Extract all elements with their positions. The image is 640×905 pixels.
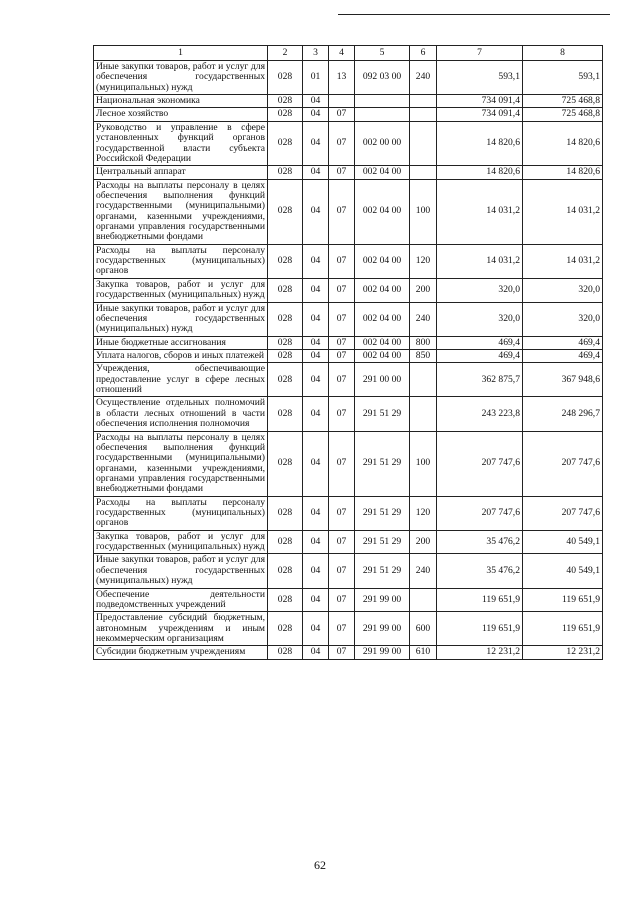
subsection-code-cell: 07 [329,244,355,278]
section-code-cell: 04 [303,278,329,302]
amount-year1-cell: 243 223,8 [437,397,523,431]
expense-name-cell: Расходы на выплаты персоналу государственных (муниципальных) органов [94,496,268,530]
section-code-cell: 04 [303,530,329,554]
expense-type-cell [410,166,437,179]
section-code-cell: 04 [303,95,329,108]
amount-year2-cell: 725 468,8 [523,108,603,121]
target-article-cell: 002 04 00 [355,278,410,302]
expense-name-cell: Национальная экономика [94,95,268,108]
amount-year2-cell: 119 651,9 [523,612,603,646]
expense-type-cell: 600 [410,612,437,646]
column-header: 5 [355,46,410,61]
target-article-cell: 291 99 00 [355,612,410,646]
ministry-code-cell: 028 [268,302,303,336]
table-row [94,179,603,244]
target-article-cell: 002 04 00 [355,349,410,362]
amount-year2-cell: 207 747,6 [523,431,603,496]
column-header: 8 [523,46,603,61]
subsection-code-cell: 07 [329,166,355,179]
table-row [94,108,603,121]
expense-name-cell: Обеспечение деятельности подведомственных учреждений [94,588,268,612]
target-article-cell: 291 51 29 [355,397,410,431]
expense-name-cell: Иные закупки товаров, работ и услуг для обеспечения государственных (муниципальных) нужд [94,61,268,95]
expense-name-cell: Уплата налогов, сборов и иных платежей [94,349,268,362]
amount-year1-cell: 734 091,4 [437,108,523,121]
table-row [94,530,603,554]
section-code-cell: 04 [303,349,329,362]
amount-year2-cell: 40 549,1 [523,554,603,588]
ministry-code-cell: 028 [268,397,303,431]
amount-year1-cell: 14 031,2 [437,244,523,278]
amount-year2-cell: 207 747,6 [523,496,603,530]
column-header: 7 [437,46,523,61]
column-header: 4 [329,46,355,61]
subsection-code-cell: 07 [329,496,355,530]
table-row [94,166,603,179]
ministry-code-cell: 028 [268,278,303,302]
expense-name-cell: Закупка товаров, работ и услуг для государственных (муниципальных) нужд [94,278,268,302]
section-code-cell: 04 [303,363,329,397]
table-row [94,121,603,165]
target-article-cell: 002 04 00 [355,336,410,349]
subsection-code-cell: 07 [329,530,355,554]
expense-name-cell: Субсидии бюджетным учреждениям [94,646,268,659]
expense-type-cell [410,95,437,108]
target-article-cell: 291 99 00 [355,646,410,659]
amount-year1-cell: 362 875,7 [437,363,523,397]
amount-year1-cell: 12 231,2 [437,646,523,659]
expense-type-cell: 100 [410,179,437,244]
subsection-code-cell: 07 [329,278,355,302]
target-article-cell: 291 00 00 [355,363,410,397]
subsection-code-cell: 07 [329,108,355,121]
target-article-cell: 002 04 00 [355,244,410,278]
top-rule [338,14,610,15]
section-code-cell: 01 [303,61,329,95]
table-row [94,588,603,612]
expense-name-cell: Иные бюджетные ассигнования [94,336,268,349]
ministry-code-cell: 028 [268,363,303,397]
amount-year2-cell: 320,0 [523,302,603,336]
subsection-code-cell: 07 [329,612,355,646]
ministry-code-cell: 028 [268,646,303,659]
amount-year1-cell: 320,0 [437,302,523,336]
subsection-code-cell: 07 [329,397,355,431]
budget-table [93,45,603,660]
target-article-cell: 002 00 00 [355,121,410,165]
expense-type-cell [410,363,437,397]
expense-type-cell: 120 [410,244,437,278]
expense-type-cell [410,108,437,121]
expense-name-cell: Расходы на выплаты персоналу в целях обеспечения выполнения функций государственными (муниципальными) органами, казенными учреждениями, органами управления государственными внебюджетными фондами [94,179,268,244]
column-header: 1 [94,46,268,61]
table-row [94,336,603,349]
section-code-cell: 04 [303,108,329,121]
amount-year2-cell: 40 549,1 [523,530,603,554]
amount-year1-cell: 14 820,6 [437,166,523,179]
expense-name-cell: Осуществление отдельных полномочий в области лесных отношений в части обеспечения исполнения полномочия [94,397,268,431]
table-row [94,496,603,530]
header-row [94,46,603,61]
table-row [94,302,603,336]
subsection-code-cell: 07 [329,302,355,336]
target-article-cell [355,95,410,108]
target-article-cell [355,108,410,121]
amount-year1-cell: 734 091,4 [437,95,523,108]
table-row [94,61,603,95]
column-header: 2 [268,46,303,61]
ministry-code-cell: 028 [268,95,303,108]
amount-year2-cell: 367 948,6 [523,363,603,397]
section-code-cell: 04 [303,431,329,496]
target-article-cell: 291 99 00 [355,588,410,612]
expense-type-cell: 200 [410,278,437,302]
amount-year1-cell: 35 476,2 [437,554,523,588]
expense-type-cell [410,397,437,431]
amount-year1-cell: 119 651,9 [437,612,523,646]
amount-year1-cell: 469,4 [437,349,523,362]
target-article-cell: 092 03 00 [355,61,410,95]
section-code-cell: 04 [303,179,329,244]
expense-type-cell: 200 [410,530,437,554]
section-code-cell: 04 [303,336,329,349]
expense-type-cell: 610 [410,646,437,659]
expense-type-cell: 240 [410,61,437,95]
subsection-code-cell: 07 [329,336,355,349]
section-code-cell: 04 [303,646,329,659]
amount-year1-cell: 14 820,6 [437,121,523,165]
section-code-cell: 04 [303,612,329,646]
target-article-cell: 002 04 00 [355,302,410,336]
expense-type-cell: 850 [410,349,437,362]
expense-name-cell: Расходы на выплаты персоналу в целях обеспечения выполнения функций государственными (муниципальными) органами, казенными учреждениями, органами управления государственными внебюджетными фондами [94,431,268,496]
amount-year1-cell: 593,1 [437,61,523,95]
ministry-code-cell: 028 [268,530,303,554]
ministry-code-cell: 028 [268,61,303,95]
amount-year1-cell: 469,4 [437,336,523,349]
amount-year1-cell: 207 747,6 [437,431,523,496]
table-row [94,554,603,588]
section-code-cell: 04 [303,121,329,165]
amount-year2-cell: 469,4 [523,349,603,362]
expense-type-cell: 100 [410,431,437,496]
section-code-cell: 04 [303,302,329,336]
target-article-cell: 291 51 29 [355,530,410,554]
amount-year2-cell: 119 651,9 [523,588,603,612]
amount-year2-cell: 469,4 [523,336,603,349]
table-body [94,61,603,660]
expense-type-cell [410,121,437,165]
subsection-code-cell: 07 [329,588,355,612]
expense-name-cell: Расходы на выплаты персоналу государственных (муниципальных) органов [94,244,268,278]
column-header: 6 [410,46,437,61]
amount-year1-cell: 35 476,2 [437,530,523,554]
amount-year2-cell: 593,1 [523,61,603,95]
amount-year2-cell: 248 296,7 [523,397,603,431]
amount-year2-cell: 14 031,2 [523,244,603,278]
expense-type-cell [410,588,437,612]
subsection-code-cell: 07 [329,121,355,165]
amount-year2-cell: 14 031,2 [523,179,603,244]
amount-year2-cell: 725 468,8 [523,95,603,108]
table-row [94,646,603,659]
expense-name-cell: Закупка товаров, работ и услуг для государственных (муниципальных) нужд [94,530,268,554]
amount-year1-cell: 119 651,9 [437,588,523,612]
amount-year1-cell: 14 031,2 [437,179,523,244]
section-code-cell: 04 [303,588,329,612]
target-article-cell: 291 51 29 [355,554,410,588]
section-code-cell: 04 [303,496,329,530]
table-row [94,612,603,646]
subsection-code-cell [329,95,355,108]
table-row [94,244,603,278]
table-row [94,397,603,431]
subsection-code-cell: 13 [329,61,355,95]
expense-name-cell: Иные закупки товаров, работ и услуг для обеспечения государственных (муниципальных) нужд [94,302,268,336]
expense-name-cell: Предоставление субсидий бюджетным, автономным учреждениям и иным некоммерческим организациям [94,612,268,646]
expense-name-cell: Иные закупки товаров, работ и услуг для обеспечения государственных (муниципальных) нужд [94,554,268,588]
target-article-cell: 291 51 29 [355,431,410,496]
subsection-code-cell: 07 [329,349,355,362]
target-article-cell: 002 04 00 [355,166,410,179]
ministry-code-cell: 028 [268,554,303,588]
column-header: 3 [303,46,329,61]
ministry-code-cell: 028 [268,179,303,244]
amount-year1-cell: 320,0 [437,278,523,302]
expense-name-cell: Лесное хозяйство [94,108,268,121]
table-row [94,349,603,362]
table-row [94,363,603,397]
section-code-cell: 04 [303,397,329,431]
subsection-code-cell: 07 [329,363,355,397]
table-row [94,431,603,496]
amount-year2-cell: 14 820,6 [523,121,603,165]
target-article-cell: 002 04 00 [355,179,410,244]
ministry-code-cell: 028 [268,166,303,179]
expense-type-cell: 120 [410,496,437,530]
target-article-cell: 291 51 29 [355,496,410,530]
expense-type-cell: 240 [410,554,437,588]
expense-name-cell: Центральный аппарат [94,166,268,179]
subsection-code-cell: 07 [329,554,355,588]
ministry-code-cell: 028 [268,244,303,278]
ministry-code-cell: 028 [268,588,303,612]
expense-type-cell: 240 [410,302,437,336]
amount-year2-cell: 14 820,6 [523,166,603,179]
ministry-code-cell: 028 [268,121,303,165]
amount-year1-cell: 207 747,6 [437,496,523,530]
page-number: 62 [314,858,326,872]
expense-name-cell: Руководство и управление в сфере установленных функций органов государственной власти субъекта Российской Федерации [94,121,268,165]
ministry-code-cell: 028 [268,336,303,349]
amount-year2-cell: 320,0 [523,278,603,302]
ministry-code-cell: 028 [268,431,303,496]
table-row [94,278,603,302]
amount-year2-cell: 12 231,2 [523,646,603,659]
table-row [94,95,603,108]
section-code-cell: 04 [303,554,329,588]
subsection-code-cell: 07 [329,646,355,659]
ministry-code-cell: 028 [268,108,303,121]
expense-name-cell: Учреждения, обеспечивающие предоставление услуг в сфере лесных отношений [94,363,268,397]
ministry-code-cell: 028 [268,496,303,530]
subsection-code-cell: 07 [329,431,355,496]
expense-type-cell: 800 [410,336,437,349]
ministry-code-cell: 028 [268,349,303,362]
subsection-code-cell: 07 [329,179,355,244]
section-code-cell: 04 [303,244,329,278]
ministry-code-cell: 028 [268,612,303,646]
section-code-cell: 04 [303,166,329,179]
